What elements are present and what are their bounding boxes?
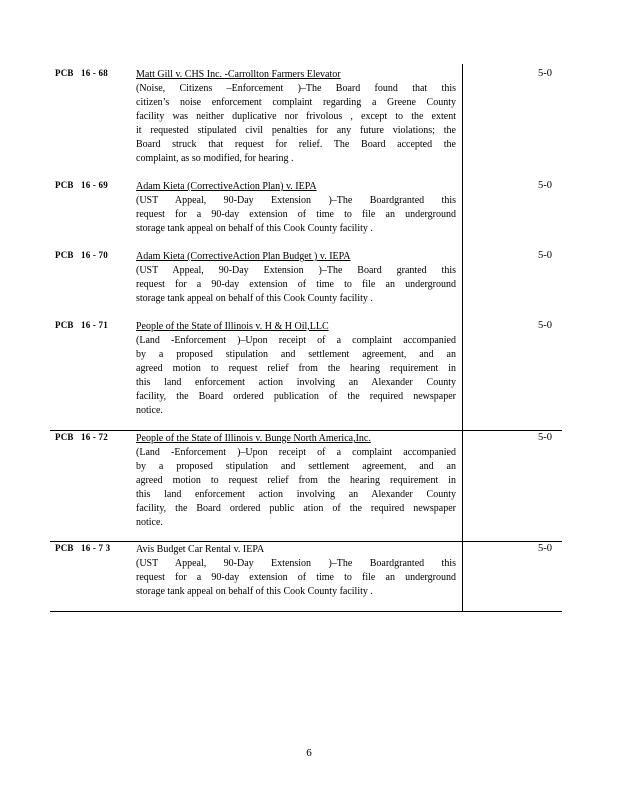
docket-entry (50, 432, 562, 542)
summary-line: (UST Appeal, 90-Day Extension )–The Boardgranted this (136, 195, 456, 206)
docket-number: PCB 16 - 69 (55, 180, 108, 190)
case-title: People of the State of Illinois v. H & H Oil,LLC (136, 321, 329, 332)
summary-line: (Land -Enforcement )–Upon receipt of a complaint accompanied (136, 335, 456, 346)
vote-count: 5-0 (538, 250, 552, 261)
summary-line: (UST Appeal, 90-Day Extension )–The Board granted this (136, 265, 456, 276)
summary-line: (UST Appeal, 90-Day Extension )–The Boardgranted this (136, 558, 456, 569)
case-title: Adam Kieta (CorrectiveAction Plan) v. IEPA (136, 181, 317, 192)
docket-entry (50, 180, 562, 242)
summary-line: storage tank appeal on behalf of this Cook County facility . (136, 223, 373, 234)
summary-line: facility, the Board ordered public ation of the required newspaper (136, 503, 456, 514)
case-summary (136, 557, 456, 599)
page-number: 6 (306, 747, 312, 759)
vote-count: 5-0 (538, 180, 552, 191)
docket-number: PCB 16 - 71 (55, 320, 108, 330)
case-summary (136, 446, 456, 530)
docket-number: PCB 16 - 68 (55, 68, 108, 78)
summary-line: agreed motion to request relief from the hearing requirement in (136, 475, 456, 486)
docket-number: PCB 16 - 70 (55, 250, 108, 260)
summary-line: storage tank appeal on behalf of this Cook County facility . (136, 586, 373, 597)
summary-line: request for a 90-day extension of time to file an underground (136, 279, 456, 290)
summary-line: (Land -Enforcement )–Upon receipt of a complaint accompanied (136, 447, 456, 458)
summary-line: this land enforcement action involving an Alexander County (136, 377, 456, 388)
case-summary (136, 82, 456, 166)
summary-line: notice. (136, 405, 163, 416)
summary-line: facility, the Board ordered publication of the required newspaper (136, 391, 456, 402)
case-summary (136, 334, 456, 418)
summary-line: this land enforcement action involving an Alexander County (136, 489, 456, 500)
summary-line: Board struck that request for relief. The Board accepted the (136, 139, 456, 150)
summary-line: by a proposed stipulation and settlement agreement, and an (136, 349, 456, 360)
summary-line: agreed motion to request relief from the hearing requirement in (136, 363, 456, 374)
column-divider (462, 64, 463, 612)
case-summary (136, 264, 456, 306)
vote-count: 5-0 (538, 320, 552, 331)
summary-line: notice. (136, 517, 163, 528)
case-title: Matt Gill v. CHS Inc. -Carrollton Farmers Elevator (136, 69, 341, 80)
summary-line: request for a 90-day extension of time to file an underground (136, 572, 456, 583)
docket-entry (50, 320, 562, 431)
summary-line: it requested stipulated civil penalties for any future violations; the (136, 125, 456, 136)
docket-number: PCB 16 - 72 (55, 432, 108, 442)
vote-count: 5-0 (538, 543, 552, 554)
summary-line: (Noise, Citizens –Enforcement )–The Board found that this (136, 83, 456, 94)
summary-line: complaint, as so modified, for hearing . (136, 153, 294, 164)
case-summary (136, 194, 456, 236)
docket-entry (50, 543, 562, 612)
summary-line: citizen’s noise enforcement complaint regarding a Greene County (136, 97, 456, 108)
docket-number: PCB 16 - 7 3 (55, 543, 111, 553)
summary-line: storage tank appeal on behalf of this Cook County facility . (136, 293, 373, 304)
docket-entry (50, 250, 562, 312)
summary-line: by a proposed stipulation and settlement agreement, and an (136, 461, 456, 472)
vote-count: 5-0 (538, 432, 552, 443)
docket-entry (50, 68, 562, 174)
summary-line: request for a 90-day extension of time to file an underground (136, 209, 456, 220)
summary-line: facility was neither duplicative nor frivolous , except to the extent (136, 111, 456, 122)
case-title: People of the State of Illinois v. Bunge North America,Inc. (136, 433, 371, 444)
vote-count: 5-0 (538, 68, 552, 79)
case-title: Adam Kieta (CorrectiveAction Plan Budget ) v. IEPA (136, 251, 351, 262)
case-title: Avis Budget Car Rental v. IEPA (136, 544, 265, 555)
